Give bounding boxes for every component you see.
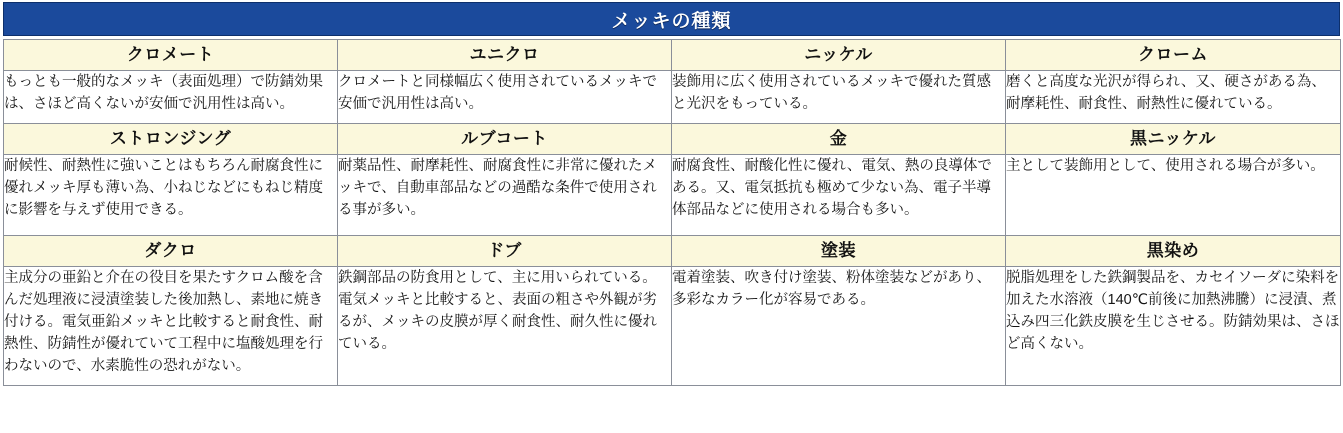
table-header-row [4,124,1341,155]
table-cell: もっとも一般的なメッキ（表面処理）で防錆効果は、さほど高くないが安価で汎用性は高い。 [4,71,338,124]
table-cell: 耐腐食性、耐酸化性に優れ、電気、熱の良導体である。又、電気抵抗も極めて少ない為、電子半導体部品などに使用される場合も多い。 [672,155,1006,236]
table-cell: 主成分の亜鉛と介在の役目を果たすクロム酸を含んだ処理液に浸漬塗装した後加熱し、素地に焼き付ける。電気亜鉛メッキと比較すると耐食性、耐熱性、防錆性が優れていて工程中に塩酸処理を行わないので、水素脆性の恐れがない。 [4,267,338,386]
column-header: ダクロ [4,236,338,267]
table-cell: 電着塗装、吹き付け塗装、粉体塗装などがあり、多彩なカラー化が容易である。 [672,267,1006,386]
table-header-row [4,236,1341,267]
plating-types-sheet [0,2,1343,433]
page-title-text: メッキの種類 [611,10,732,32]
table-cell: 主として装飾用として、使用される場合が多い。 [1006,155,1341,236]
column-header: ドブ [338,236,672,267]
column-header: 塗装 [672,236,1006,267]
column-header: ルブコート [338,124,672,155]
table-cell: クロメートと同様幅広く使用されているメッキで安価で汎用性は高い。 [338,71,672,124]
table-cell: 磨くと高度な光沢が得られ、又、硬さがある為、耐摩耗性、耐食性、耐熱性に優れている。 [1006,71,1341,124]
column-header: ストロンジング [4,124,338,155]
column-header: 黒ニッケル [1006,124,1341,155]
table-cell: 脱脂処理をした鉄鋼製品を、カセイソーダに染料を加えた水溶液（140℃前後に加熱沸騰）に浸漬、煮込み四三化鉄皮膜を生じさせる。防錆効果は、さほど高くない。 [1006,267,1341,386]
table-cell: 耐薬品性、耐摩耗性、耐腐食性に非常に優れたメッキで、自動車部品などの過酷な条件で使用される事が多い。 [338,155,672,236]
table-cell: 鉄鋼部品の防食用として、主に用いられている。 電気メッキと比較すると、表面の粗さや外観が劣るが、メッキの皮膜が厚く耐食性、耐久性に優れている。 [338,267,672,386]
column-header: ニッケル [672,40,1006,71]
plating-types-table [3,39,1341,386]
table-row [4,71,1341,124]
page-title [3,2,1340,36]
table-cell: 装飾用に広く使用されているメッキで優れた質感と光沢をもっている。 [672,71,1006,124]
column-header: クロメート [4,40,338,71]
table-row [4,155,1341,236]
column-header: ユニクロ [338,40,672,71]
column-header: 黒染め [1006,236,1341,267]
column-header: 金 [672,124,1006,155]
table-header-row [4,40,1341,71]
table-row [4,267,1341,386]
column-header: クローム [1006,40,1341,71]
table-cell: 耐候性、耐熱性に強いことはもちろん耐腐食性に優れメッキ厚も薄い為、小ねじなどにもねじ精度に影響を与えず使用できる。 [4,155,338,236]
